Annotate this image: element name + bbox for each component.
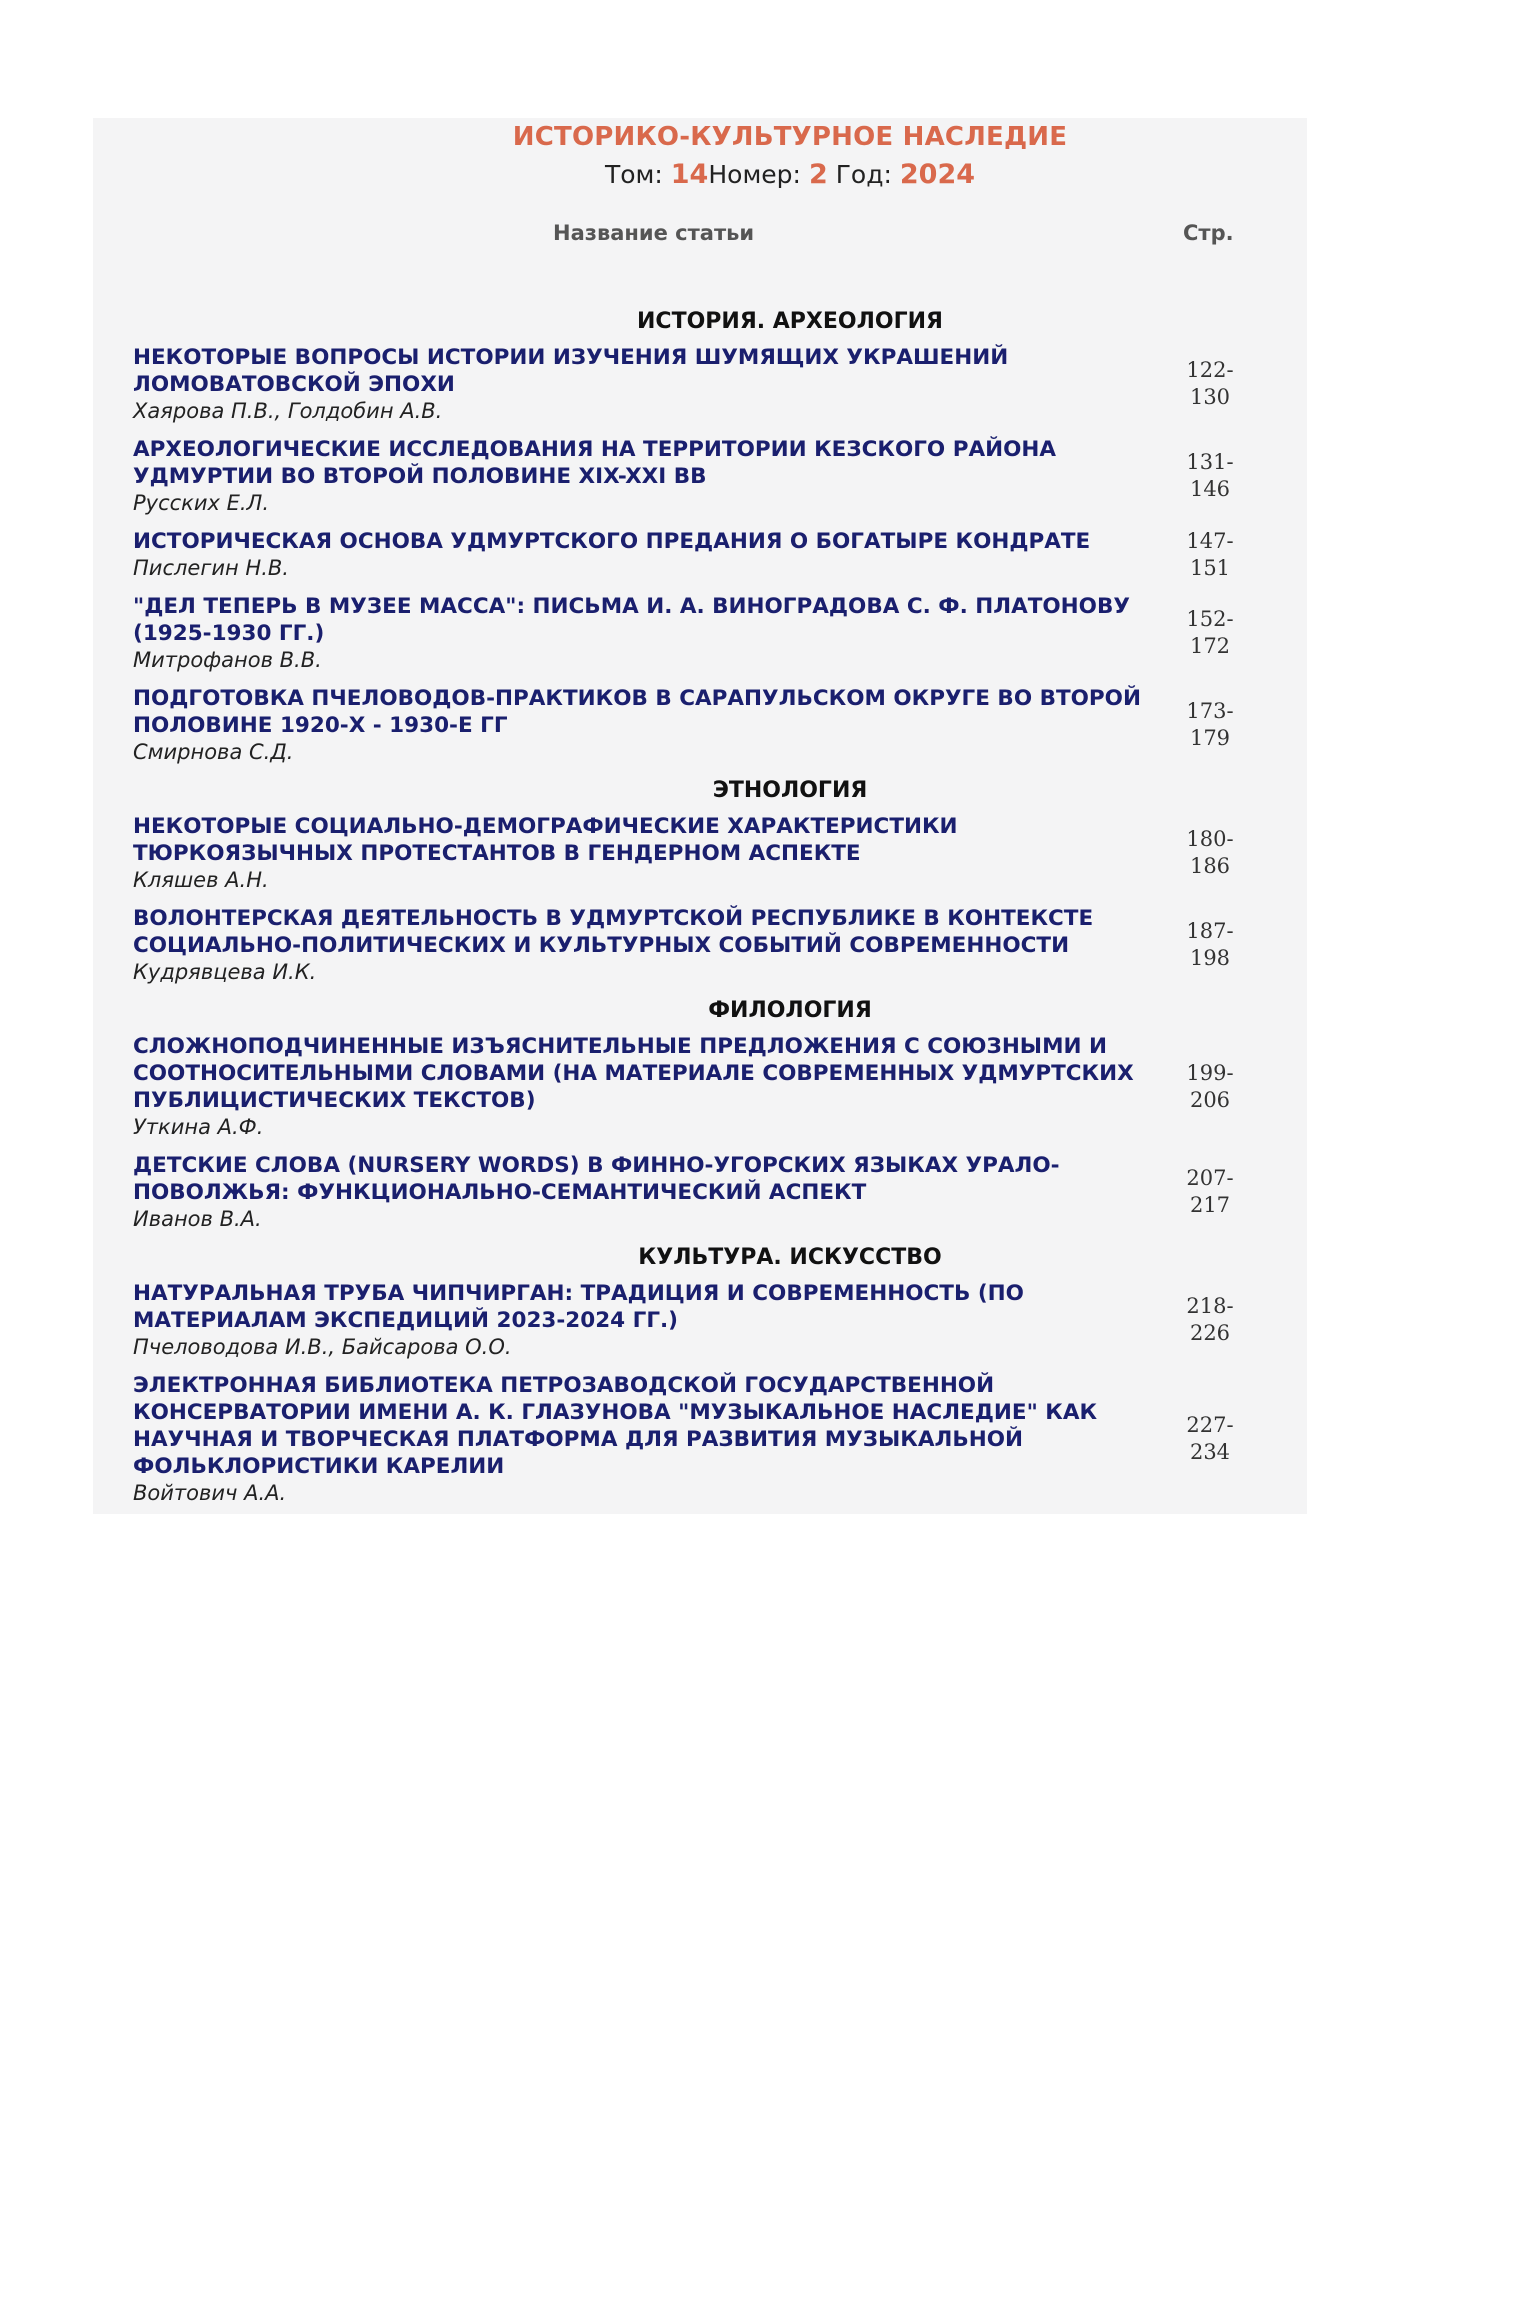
article-entry xyxy=(93,685,1307,765)
article-entry xyxy=(93,1280,1307,1360)
article-authors: Пислегин Н.В. xyxy=(133,556,289,580)
article-pages: 207-217 xyxy=(1186,1166,1234,1217)
article-pages: 187-198 xyxy=(1186,919,1234,970)
journal-title: ИСТОРИКО-КУЛЬТУРНОЕ НАСЛЕДИЕ xyxy=(512,122,1068,152)
table-of-contents xyxy=(93,308,1307,1518)
article-pages: 122-130 xyxy=(1186,358,1234,409)
article-pages: 227-234 xyxy=(1186,1413,1234,1464)
article-title-link[interactable]: ИСТОРИЧЕСКАЯ ОСНОВА УДМУРТСКОГО ПРЕДАНИЯ О БОГАТЫРЕ КОНДРАТЕ xyxy=(133,529,1091,554)
article-authors: Кляшев А.Н. xyxy=(133,868,269,892)
article-title-link[interactable]: ВОЛОНТЕРСКАЯ ДЕЯТЕЛЬНОСТЬ В УДМУРТСКОЙ РЕСПУБЛИКЕ В КОНТЕКСТЕ СОЦИАЛЬНО-ПОЛИТИЧЕСКИХ И КУЛЬТУРНЫХ СОБЫТИЙ СОВРЕМЕННОСТИ xyxy=(133,906,1094,958)
section-heading: КУЛЬТУРА. ИСКУССТВО xyxy=(638,1245,942,1270)
article-entry xyxy=(93,813,1307,893)
article-pages: 218-226 xyxy=(1186,1294,1234,1345)
article-authors: Уткина А.Ф. xyxy=(133,1115,264,1139)
article-entry xyxy=(93,1152,1307,1232)
article-title-link[interactable]: НЕКОТОРЫЕ СОЦИАЛЬНО-ДЕМОГРАФИЧЕСКИЕ ХАРАКТЕРИСТИКИ ТЮРКОЯЗЫЧНЫХ ПРОТЕСТАНТОВ В ГЕНДЕРНОМ АСПЕКТЕ xyxy=(133,814,958,866)
contents-panel xyxy=(93,118,1307,1514)
article-authors: Кудрявцева И.К. xyxy=(133,960,317,984)
article-pages: 152-172 xyxy=(1186,607,1234,658)
section-heading: ИСТОРИЯ. АРХЕОЛОГИЯ xyxy=(637,309,943,334)
column-header-title: Название статьи xyxy=(553,221,755,245)
article-authors: Митрофанов В.В. xyxy=(133,648,322,672)
section-heading: ЭТНОЛОГИЯ xyxy=(712,778,868,803)
article-authors: Русских Е.Л. xyxy=(133,491,270,515)
article-entry xyxy=(93,528,1307,581)
issue-year: 2024 xyxy=(899,159,976,190)
article-title-link[interactable]: АРХЕОЛОГИЧЕСКИЕ ИССЛЕДОВАНИЯ НА ТЕРРИТОРИИ КЕЗСКОГО РАЙОНА УДМУРТИИ ВО ВТОРОЙ ПОЛОВИНЕ XIX-XXI ВВ xyxy=(133,437,1056,489)
article-title-link[interactable]: ДЕТСКИЕ СЛОВА (NURSERY WORDS) В ФИННО-УГОРСКИХ ЯЗЫКАХ УРАЛО-ПОВОЛЖЬЯ: ФУНКЦИОНАЛЬНО-СЕМАНТИЧЕСКИЙ АСПЕКТ xyxy=(133,1153,1060,1205)
article-pages: 180-186 xyxy=(1186,827,1234,878)
article-authors: Хаярова П.В., Голдобин А.В. xyxy=(133,399,443,423)
article-title-link[interactable]: ЭЛЕКТРОННАЯ БИБЛИОТЕКА ПЕТРОЗАВОДСКОЙ ГОСУДАРСТВЕННОЙ КОНСЕРВАТОРИИ ИМЕНИ А. К. ГЛАЗУНОВА "МУЗЫКАЛЬНОЕ НАСЛЕДИЕ" КАК НАУЧНАЯ И ТВОРЧЕСКАЯ ПЛАТФОРМА ДЛЯ РАЗВИТИЯ МУЗЫКАЛЬНОЙ ФОЛЬКЛОРИСТИКИ КАРЕЛИИ xyxy=(133,1373,1098,1479)
article-pages: 173-179 xyxy=(1186,699,1234,750)
article-entry xyxy=(93,344,1307,424)
article-entry xyxy=(93,1033,1307,1140)
article-entry xyxy=(93,593,1307,673)
article-authors: Пчеловодова И.В., Байсарова О.О. xyxy=(133,1335,512,1359)
volume-number: 14 xyxy=(670,159,709,190)
article-title-link[interactable]: ПОДГОТОВКА ПЧЕЛОВОДОВ-ПРАКТИКОВ В САРАПУЛЬСКОМ ОКРУГЕ ВО ВТОРОЙ ПОЛОВИНЕ 1920-Х - 1930-Е ГГ xyxy=(133,686,1141,738)
article-title-link[interactable]: СЛОЖНОПОДЧИНЕННЫЕ ИЗЪЯСНИТЕЛЬНЫЕ ПРЕДЛОЖЕНИЯ С СОЮЗНЫМИ И СООТНОСИТЕЛЬНЫМИ СЛОВАМИ (НА МАТЕРИАЛЕ СОВРЕМЕННЫХ УДМУРТСКИХ ПУБЛИЦИСТИЧЕСКИХ ТЕКСТОВ) xyxy=(133,1034,1134,1113)
article-title-link[interactable]: НЕКОТОРЫЕ ВОПРОСЫ ИСТОРИИ ИЗУЧЕНИЯ ШУМЯЩИХ УКРАШЕНИЙ ЛОМОВАТОВСКОЙ ЭПОХИ xyxy=(133,345,1009,397)
article-pages: 131-146 xyxy=(1186,450,1234,501)
article-entry xyxy=(93,1372,1307,1506)
article-entry xyxy=(93,436,1307,516)
article-pages: 199-206 xyxy=(1186,1060,1234,1112)
article-title-link[interactable]: "ДЕЛ ТЕПЕРЬ В МУЗЕЕ МАССА": ПИСЬМА И. А. ВИНОГРАДОВА С. Ф. ПЛАТОНОВУ (1925-1930 ГГ.) xyxy=(133,594,1130,646)
article-authors: Смирнова С.Д. xyxy=(133,740,294,764)
article-pages: 147-151 xyxy=(1186,528,1234,580)
issue-info xyxy=(93,158,1307,192)
issue-number: 2 xyxy=(808,159,828,190)
article-authors: Войтович А.А. xyxy=(133,1481,287,1505)
article-authors: Иванов В.А. xyxy=(133,1207,262,1231)
article-title-link[interactable]: НАТУРАЛЬНАЯ ТРУБА ЧИПЧИРГАН: ТРАДИЦИЯ И СОВРЕМЕННОСТЬ (ПО МАТЕРИАЛАМ ЭКСПЕДИЦИЙ 2023-2024 ГГ.) xyxy=(133,1281,1024,1333)
article-entry xyxy=(93,905,1307,985)
year-label: Год: xyxy=(835,160,892,189)
section-heading: ФИЛОЛОГИЯ xyxy=(708,998,872,1023)
volume-label: Том: xyxy=(604,160,663,189)
number-label: Номер: xyxy=(708,160,801,189)
column-header-pages: Стр. xyxy=(1183,221,1234,245)
